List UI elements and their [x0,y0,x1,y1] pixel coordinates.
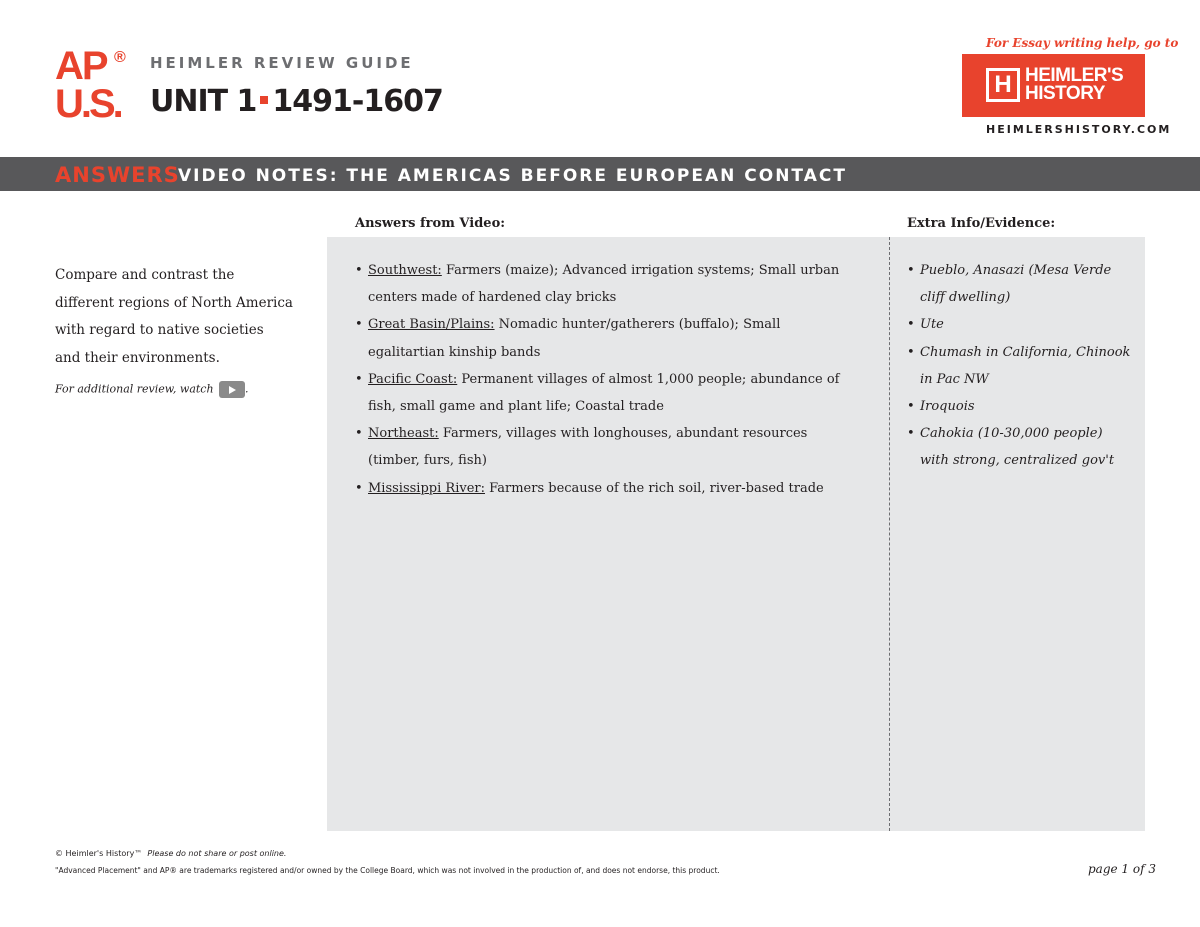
brand-name [1025,67,1123,103]
extra-item: • Pueblo, Anasazi (Mesa Verde cliff dwelling) [907,257,1132,311]
unit-separator [260,96,268,104]
banner-title: VIDEO NOTES: THE AMERICAS BEFORE EUROPEAN CONTACT [178,166,847,186]
copyright: © Heimler's History™ [55,849,143,858]
review-end: . [245,382,249,396]
logo-ap: AP [55,44,107,88]
answer-text: Farmers because of the rich soil, river-based trade [484,480,824,496]
answer-item [355,366,855,420]
prompt-text [55,262,305,372]
answer-label: Great Basin/Plains: [368,317,495,333]
extra-item: • Ute [907,311,1132,338]
youtube-play-icon[interactable] [219,381,245,398]
website-link[interactable]: HEIMLERSHISTORY.COM [986,123,1172,136]
extra-item: • Chumash in California, Chinook in Pac NW [907,339,1132,393]
answer-text: Nomadic hunter/gatherers (buffalo); Small egalitartian kinship bands [368,317,781,360]
column-divider [889,237,890,831]
guide-label: HEIMLER REVIEW GUIDE [150,54,414,72]
prompt-line: Compare and contrast the [55,267,235,283]
answer-label: Mississippi River: [368,480,485,496]
answers-column-header: Answers from Video: [355,216,506,231]
answer-label: Northeast: [368,426,439,442]
answers-list [355,257,855,502]
additional-review [55,381,249,398]
logo-registered: ® [114,49,126,66]
answers-label: ANSWERS [55,163,180,187]
copyright-line [55,849,286,858]
extra-column-header: Extra Info/Evidence: [907,216,1056,231]
extra-item: • Cahokia (10-30,000 people) with strong, centralized gov't [907,420,1132,474]
review-text: For additional review, watch [55,382,214,396]
page-number: page 1 of 3 [1088,862,1156,876]
brand-line-2: HISTORY [1025,83,1105,104]
answer-text: Farmers (maize); Advanced irrigation systems; Small urban centers made of hardened clay bricks [368,263,840,306]
title-banner [0,157,1200,191]
extra-item: • Iroquois [907,393,1132,420]
answer-item [355,311,855,365]
unit-title [150,84,443,119]
answer-item [355,475,855,502]
trademark-notice: "Advanced Placement" and AP® are trademarks registered and/or owned by the College Board, which was not involved in the production of, and does not endorse, this product. [55,866,720,875]
prompt-line: with regard to native societies [55,322,264,338]
unit-years: 1491-1607 [272,84,443,119]
brand-line-1: HEIMLER'S [1025,65,1124,86]
answer-item [355,420,855,474]
extra-info-list [907,257,1132,475]
ap-us-logo [55,44,130,126]
heimlers-history-logo[interactable] [962,54,1145,117]
prompt-line: different regions of North America [55,294,293,311]
hh-mark-icon: H [986,68,1020,102]
logo-us: U.S. [55,82,121,126]
unit-prefix: UNIT 1 [150,84,257,119]
answer-text: Permanent villages of almost 1,000 people; abundance of fish, small game and plant life; Coastal trade [368,371,840,415]
essay-help-text: For Essay writing help, go to [986,36,1179,50]
prompt-line: and their environments. [55,349,220,366]
answer-item [355,257,855,311]
share-notice: Please do not share or post online. [147,849,287,858]
answer-label: Southwest: [368,263,442,278]
answer-label: Pacific Coast: [368,371,458,387]
answer-text: Farmers, villages with longhouses, abundant resources (timber, furs, fish) [368,426,808,469]
